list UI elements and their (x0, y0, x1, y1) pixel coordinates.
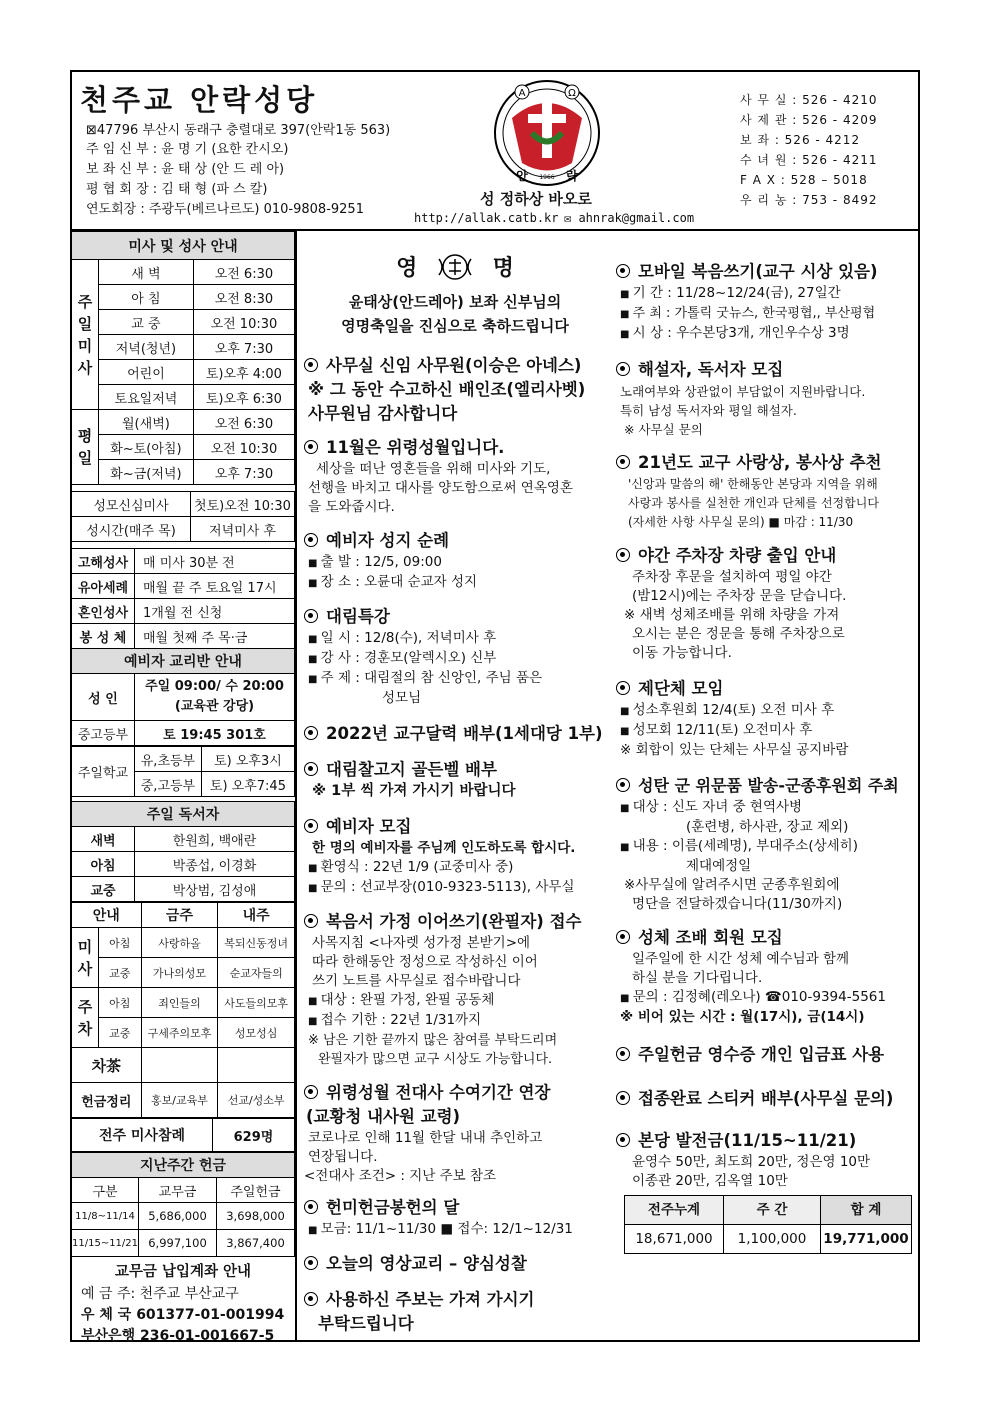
notice-line: ※ 그 동안 수고하신 배인조(엘리사벳) (308, 380, 586, 399)
collection-sunday: 3,698,000 (217, 1203, 295, 1230)
logo-omega: Ω (568, 88, 576, 99)
sunday-name: 아 침 (99, 285, 194, 310)
fund-cumulative: 18,671,000 (625, 1225, 724, 1254)
notice-line: 이종관 20만, 김옥열 10만 (632, 1173, 788, 1189)
notice-item (616, 677, 916, 760)
notice-line: ■ 성모회 12/11(토) 오전미사 후 (616, 721, 916, 741)
special-name: 성시간(매주 목) (72, 517, 191, 542)
school-label: 주일학교 (72, 747, 135, 797)
weekday-time: 오전 10:30 (193, 435, 294, 460)
fund-weekly: 1,100,000 (724, 1225, 821, 1254)
bullet-icon (616, 264, 630, 278)
council-president: 평 협 회 장 : 김 태 형 (파 스 칼) (86, 182, 268, 197)
yeondo-president: 연도회장 : 주광두(베르나르도) 010-9808-9251 (86, 202, 364, 217)
notice-line: '신앙과 말씀의 해' 한해동안 본당과 지역을 위해 (628, 477, 878, 491)
notice-title: 오늘의 영상교리 – 양심성찰 (304, 1252, 606, 1276)
notice-item (304, 758, 606, 801)
duty-this: 사랑하올 (141, 928, 218, 958)
notice-line: 연장됩니다. (308, 1149, 378, 1165)
phone-fax: F A X : 528 – 5018 (740, 173, 868, 187)
notice-title: 헌미헌금봉헌의 달 (304, 1196, 606, 1220)
notice-line: 한 명의 예비자를 주님께 인도하도록 합시다. (312, 840, 576, 856)
notice-line: ■ 환영식 : 22년 1/9 (교중미사 중) (304, 858, 606, 878)
reader-names: 한원희, 백애란 (135, 827, 295, 852)
offering-next: 선교/성소부 (218, 1083, 295, 1118)
sunday-time: 토)오후 6:30 (193, 385, 294, 410)
notice-title: 주일헌금 영수증 개인 입금표 사용 (616, 1043, 916, 1067)
notice-line: ※ 새벽 성체조배를 위해 차량을 가져 (624, 607, 840, 623)
adult-label: 성 인 (72, 674, 135, 721)
bullet-icon (304, 1256, 318, 1270)
notice-line: ■ 성소후원회 12/4(토) 오전 미사 후 (616, 701, 916, 721)
sunday-time: 오후 7:30 (193, 335, 294, 360)
notice-item (304, 1081, 606, 1186)
duty-next: 성모성심 (218, 1018, 295, 1048)
pastor: 주 임 신 부 : 윤 명 기 (요한 칸시오) (86, 142, 289, 157)
special-mass-table (71, 491, 295, 542)
assistant-priest: 보 좌 신 부 : 윤 태 상 (안 드 레 아) (86, 162, 285, 177)
sacrament-name: 고해성사 (72, 549, 135, 574)
notice-item (304, 354, 606, 426)
notice-line: ■ 장 소 : 오륜대 순교자 성지 (304, 573, 606, 593)
notice-item (304, 722, 606, 746)
collection-title: 지난주간 헌금 (72, 1153, 295, 1178)
collection-header: 주일헌금 (217, 1178, 295, 1203)
notice-line: ■ 출 발 : 12/5, 09:00 (304, 553, 606, 573)
notice-item (304, 1288, 606, 1336)
duty-mass-label: 미 사 (72, 928, 99, 988)
reader-names: 박종섭, 이경화 (135, 852, 295, 877)
notice-title-2: 부탁드립니다 (318, 1314, 414, 1333)
youth-value: 토 19:45 301호 (135, 721, 295, 746)
notice-line: 사목지침 <나자렛 성가정 본받기>에 (312, 935, 531, 951)
notice-line: 따라 한해동안 정성으로 작성하신 이어 (312, 954, 538, 970)
notice-line: (밤12시)에는 주차장 문을 닫습니다. (632, 588, 847, 604)
phone-rectory: 사 제 관 : 526 - 4209 (740, 113, 878, 127)
special-time: 저녁미사 후 (191, 517, 295, 542)
logo-alpha: A (518, 88, 526, 99)
readers-table (71, 801, 295, 902)
notice-line: 성모님 (382, 690, 422, 706)
duty-next: 순교자들의 (218, 958, 295, 988)
notice-title: 제단체 모임 (616, 677, 916, 701)
tea-this (141, 1048, 218, 1083)
notice-line: 주차장 후문을 설치하여 평일 야간 (632, 569, 832, 585)
fund-header: 합 계 (821, 1196, 912, 1225)
sunday-time: 오전 6:30 (193, 260, 294, 285)
notice-title: 11월은 위령성월입니다. (304, 436, 606, 460)
notice-line: ■ 시 상 : 우수본당3개, 개인우수상 3명 (616, 324, 916, 344)
duty-this: 구세주의모후 (141, 1018, 218, 1048)
bullet-icon (616, 930, 630, 944)
account-bank: 부산은행 236-01-001667-5 (81, 1328, 275, 1344)
duty-name: 교중 (99, 1018, 142, 1048)
account-holder: 예 금 주: 천주교 부산교구 (81, 1286, 239, 1302)
school-time: 토) 오후7:45 (201, 772, 294, 797)
attendance-value: 629명 (213, 1119, 295, 1152)
logo-year: 1966 (539, 174, 555, 181)
notice-line: ※ 회합이 있는 단체는 사무실 공지바람 (620, 742, 849, 758)
notice-line: ■ 내용 : 이름(세례명), 부대주소(상세히) (616, 837, 916, 857)
bullet-icon (304, 1292, 318, 1306)
catechumen-title: 예비자 교리반 안내 (72, 649, 295, 674)
bullet-icon (304, 762, 318, 776)
weekday-name: 화~금(저녁) (99, 460, 194, 485)
notice-line: ■ 일 시 : 12/8(수), 저녁미사 후 (304, 629, 606, 649)
special-name: 성모신심미사 (72, 492, 191, 517)
notice-line: ※ 남은 기한 끝까지 많은 참여를 부탁드리며 (308, 1033, 558, 1048)
phone-list (740, 90, 877, 210)
notice-line: 선행을 바치고 대사를 양도함으로써 연옥영혼 (308, 480, 573, 496)
notice-line: ■ 문의 : 김정혜(레오나) ☎010-9394-5561 (616, 988, 916, 1008)
notice-line: ■ 강 사 : 경훈모(알렉시오) 신부 (304, 649, 606, 669)
notice-line: ■ 대상 : 신도 자녀 중 현역사병 (616, 798, 916, 818)
right-column (616, 260, 916, 1254)
phone-convent: 수 녀 원 : 526 - 4211 (740, 153, 878, 167)
notice-title: 21년도 교구 사랑상, 봉사상 추천 (616, 451, 916, 475)
bullet-icon (616, 1091, 630, 1105)
collection-header: 교무금 (139, 1178, 217, 1203)
notice-item (616, 1087, 916, 1111)
sacrament-value: 1개월 전 신청 (135, 599, 295, 624)
weekday-name: 화~토(아침) (99, 435, 194, 460)
notice-line: 명단을 전달하겠습니다(11/30까지) (632, 896, 843, 912)
bullet-icon (616, 681, 630, 695)
fund-total: 19,771,000 (821, 1225, 912, 1254)
notice-title: 접종완료 스티커 배부(사무실 문의) (616, 1087, 916, 1111)
fund-header: 주 간 (724, 1196, 821, 1225)
notice-line: ■ 주 제 : 대림절의 참 신앙인, 주님 품은 (304, 669, 606, 689)
mass-title: 미사 및 성사 안내 (72, 232, 295, 260)
duty-name: 아침 (99, 928, 142, 958)
notice-title: 대림찰고지 골든벨 배부 (304, 758, 606, 782)
middle-column (304, 252, 606, 1336)
sunday-name: 교 중 (99, 310, 194, 335)
notice-line: 사랑과 봉사를 실천한 개인과 단체를 선정합니다 (628, 496, 879, 510)
bullet-icon (616, 1047, 630, 1061)
notice-line: ■ 기 간 : 11/28~12/24(금), 27일간 (616, 284, 916, 304)
address: ⊠47796 부산시 동래구 충렬대로 397(안락1동 563) (86, 123, 391, 138)
collection-table (71, 1152, 295, 1257)
email: ✉ ahnrak@gmail.com (564, 211, 695, 225)
fund-header: 전주누계 (625, 1196, 724, 1225)
sacrament-name: 유아세례 (72, 574, 135, 599)
sunday-time: 오전 8:30 (193, 285, 294, 310)
notice-item (616, 260, 916, 344)
notice-line: 일주일에 한 시간 성체 예수님과 함께 (632, 951, 850, 967)
notice-item (616, 451, 916, 532)
notice-title: 성체 조배 회원 모집 (616, 926, 916, 950)
parish-logo (492, 78, 602, 188)
notice-line: 코로나로 인해 11월 한달 내내 추인하고 (308, 1130, 543, 1146)
notice-title: 2022년 교구달력 배부(1세대당 1부) (304, 722, 606, 746)
bullet-icon (304, 819, 318, 833)
notice-item (304, 529, 606, 593)
notice-line: 사무원님 감사합니다 (308, 404, 458, 423)
sunday-school-table (71, 746, 295, 797)
notice-item (616, 926, 916, 1027)
notice-line: ■ 주 최 : 가톨릭 굿뉴스, 한국평협,, 부산평협 (616, 304, 916, 324)
notice-line: 특히 남성 독서자와 평일 해설자. (620, 403, 797, 418)
bullet-icon (616, 548, 630, 562)
notice-title: 모바일 복음쓰기(교구 시상 있음) (616, 260, 916, 284)
weekday-time: 오전 6:30 (193, 410, 294, 435)
phone-assistant: 보 좌 : 526 - 4212 (740, 133, 861, 147)
bullet-icon (616, 455, 630, 469)
notice-line: 세상을 떠난 영혼들을 위해 미사와 기도, (316, 461, 551, 477)
bullet-icon (616, 1133, 630, 1147)
notice-item (304, 436, 606, 517)
notice-line: ■ 접수 기한 : 22년 1/31까지 (304, 1011, 606, 1031)
notice-title-2: (교황청 내사원 교령) (306, 1107, 461, 1126)
collection-period: 11/15~11/21 (72, 1230, 139, 1257)
notice-line: 이동 가능합니다. (632, 645, 732, 661)
collection-dues: 6,997,100 (139, 1230, 217, 1257)
notice-item (616, 1043, 916, 1067)
mass-schedule-table (71, 231, 295, 485)
reader-mass: 새벽 (72, 827, 135, 852)
account-post: 우 체 국 601377-01-001994 (81, 1307, 285, 1323)
logo-text-left: 안 (516, 169, 528, 183)
bullet-icon (304, 533, 318, 547)
notice-item (616, 1129, 916, 1191)
duty-header: 안내 (72, 903, 142, 928)
collection-header: 구분 (72, 1178, 139, 1203)
notice-line: ■ 대상 : 완필 가정, 완필 공동체 (304, 991, 606, 1011)
phone-office: 사 무 실 : 526 - 4210 (740, 93, 878, 107)
sunday-name: 어린이 (99, 360, 194, 385)
notice-line: ■ 모금: 11/1~11/30 ■ 접수: 12/1~12/31 (304, 1220, 606, 1240)
reader-names: 박상범, 김성애 (135, 877, 295, 902)
sunday-name: 저녁(청년) (99, 335, 194, 360)
offering-label: 헌금정리 (72, 1083, 142, 1118)
notice-title: 성탄 군 위문품 발송-군종후원회 주최 (616, 774, 916, 798)
notice-line: 을 도와줍시다. (308, 499, 395, 515)
youth-label: 중고등부 (72, 721, 135, 746)
notice-line: (훈련병, 하사관, 장교 제외) (686, 819, 849, 835)
logo-text-right: 락 (566, 169, 578, 183)
sacrament-name: 혼인성사 (72, 599, 135, 624)
sacraments-table (71, 548, 295, 746)
notice-title: 사무실 신임 사무원(이승은 아네스) (304, 354, 606, 378)
notice-title: 위령성월 전대사 수여기간 연장 (304, 1081, 606, 1105)
attendance-label: 전주 미사참례 (72, 1119, 213, 1152)
notice-line: ※사무실에 알려주시면 군종후원회에 (624, 877, 840, 893)
account-title: 교무금 납입계좌 안내 (114, 1264, 252, 1280)
school-name: 중,고등부 (135, 772, 202, 797)
bullet-icon (304, 1200, 318, 1214)
collection-period: 11/8~11/14 (72, 1203, 139, 1230)
notice-line: 완필자가 많으면 교구 시상도 가능합니다. (318, 1052, 553, 1067)
parish-title: 천주교 안락성당 (80, 83, 319, 117)
notice-line: 하실 분을 기다립니다. (632, 970, 763, 986)
school-name: 유,초등부 (135, 747, 202, 772)
bullet-icon (304, 1085, 318, 1099)
notice-line: ※ 비어 있는 시간 : 월(17시), 금(14시) (620, 1009, 865, 1025)
reader-mass: 교중 (72, 877, 135, 902)
bullet-icon (304, 726, 318, 740)
bullet-icon (304, 914, 318, 928)
bullet-icon (304, 609, 318, 623)
attendance-table (71, 1118, 295, 1152)
duty-header: 금주 (141, 903, 218, 928)
notice-title: 사용하신 주보는 가져 가시기 (304, 1288, 606, 1312)
duty-table (71, 902, 295, 1118)
phone-urinong: 우 리 농 : 753 - 8492 (740, 193, 878, 207)
notice-item (304, 1252, 606, 1276)
duty-name: 아침 (99, 988, 142, 1018)
celebrate-heading: 영 명 (304, 252, 606, 286)
adult-value: 주일 09:00/ 수 20:00 (교육관 강당) (135, 674, 295, 721)
weekday-mass-label: 평 일 (72, 410, 99, 485)
notice-title: 예비자 모집 (304, 815, 606, 839)
notice-item (616, 774, 916, 914)
notice-line: 오시는 분은 정문을 통해 주차장으로 (632, 626, 845, 642)
duty-this: 죄인들의 (141, 988, 218, 1018)
notice-item (304, 815, 606, 898)
notice-title: 예비자 성지 순례 (304, 529, 606, 553)
notice-title: 야간 주차장 차량 출입 안내 (616, 544, 916, 568)
notice-line: (자세한 사항 사무실 문의) ■ 마감 : 11/30 (628, 515, 854, 529)
bullet-icon (616, 362, 630, 376)
weekday-name: 월(새벽) (99, 410, 194, 435)
sunday-mass-label: 주 일 미 사 (72, 260, 99, 410)
duty-name: 교중 (99, 958, 142, 988)
tea-next (218, 1048, 295, 1083)
duty-header: 내주 (218, 903, 295, 928)
notice-line: 윤영수 50만, 최도희 20만, 정은영 10만 (632, 1154, 871, 1170)
notice-line: ※ 1부 씩 가져 가시기 바랍니다 (312, 783, 516, 799)
sacrament-value: 매월 첫째 주 목·금 (135, 624, 295, 649)
sidebar-divider (295, 229, 297, 1341)
special-time: 첫토)오전 10:30 (191, 492, 295, 517)
account-list (71, 1284, 295, 1347)
sunday-time: 오전 10:30 (193, 310, 294, 335)
notice-item (304, 910, 606, 1069)
collection-sunday: 3,867,400 (217, 1230, 295, 1257)
collection-dues: 5,686,000 (139, 1203, 217, 1230)
notice-line: 노래여부와 상관없이 부담없이 지원바랍니다. (620, 384, 866, 399)
notice-line: 쓰기 노트를 사무실로 접수바랍니다 (312, 973, 521, 989)
notice-line: 제대예정일 (686, 858, 752, 874)
tea-label: 차茶 (72, 1048, 142, 1083)
reader-mass: 아침 (72, 852, 135, 877)
notice-item (616, 544, 916, 663)
sacrament-name: 봉 성 체 (72, 624, 135, 649)
development-fund-table (624, 1195, 912, 1254)
notice-title: 본당 발전금(11/15~11/21) (616, 1129, 916, 1153)
patron-saint: 성 정하상 바오로 (480, 190, 592, 208)
weekday-time: 오후 7:30 (193, 460, 294, 485)
duty-next: 복되신동정녀 (218, 928, 295, 958)
sacrament-value: 매월 끝 주 토요일 17시 (135, 574, 295, 599)
bullet-icon (304, 440, 318, 454)
notice-title: 복음서 가정 이어쓰기(완필자) 접수 (304, 910, 606, 934)
bullet-icon (304, 358, 318, 372)
notice-item (304, 1196, 606, 1240)
duty-parking-label: 주 차 (72, 988, 99, 1048)
sunday-time: 토)오후 4:00 (193, 360, 294, 385)
sunday-name: 새 벽 (99, 260, 194, 285)
sunday-name: 토요일저녁 (99, 385, 194, 410)
celebrate-text: 윤태상(안드레아) 보좌 신부님의 영명축일을 진심으로 축하드립니다 (341, 293, 569, 335)
notice-line: ※ 사무실 문의 (624, 422, 703, 437)
notice-line: ■ 문의 : 선교부장(010-9323-5113), 사무실 (304, 878, 606, 898)
notice-item (616, 358, 916, 439)
readers-title: 주일 독서자 (72, 802, 295, 827)
bullet-icon (616, 778, 630, 792)
website: http://allak.catb.kr (414, 211, 559, 225)
school-time: 토) 오후3시 (201, 747, 294, 772)
duty-next: 사도들의모후 (218, 988, 295, 1018)
notice-title: 해설자, 독서자 모집 (616, 358, 916, 382)
offering-this: 홍보/교육부 (141, 1083, 218, 1118)
notice-line: <전대사 조건> : 지난 주보 참조 (304, 1168, 497, 1184)
notice-item (304, 605, 606, 708)
notice-title: 대림특강 (304, 605, 606, 629)
duty-this: 가나의성모 (141, 958, 218, 988)
celebration-emblem-icon (435, 253, 475, 281)
sacrament-value: 매 미사 30분 전 (135, 549, 295, 574)
sidebar (71, 231, 295, 1347)
